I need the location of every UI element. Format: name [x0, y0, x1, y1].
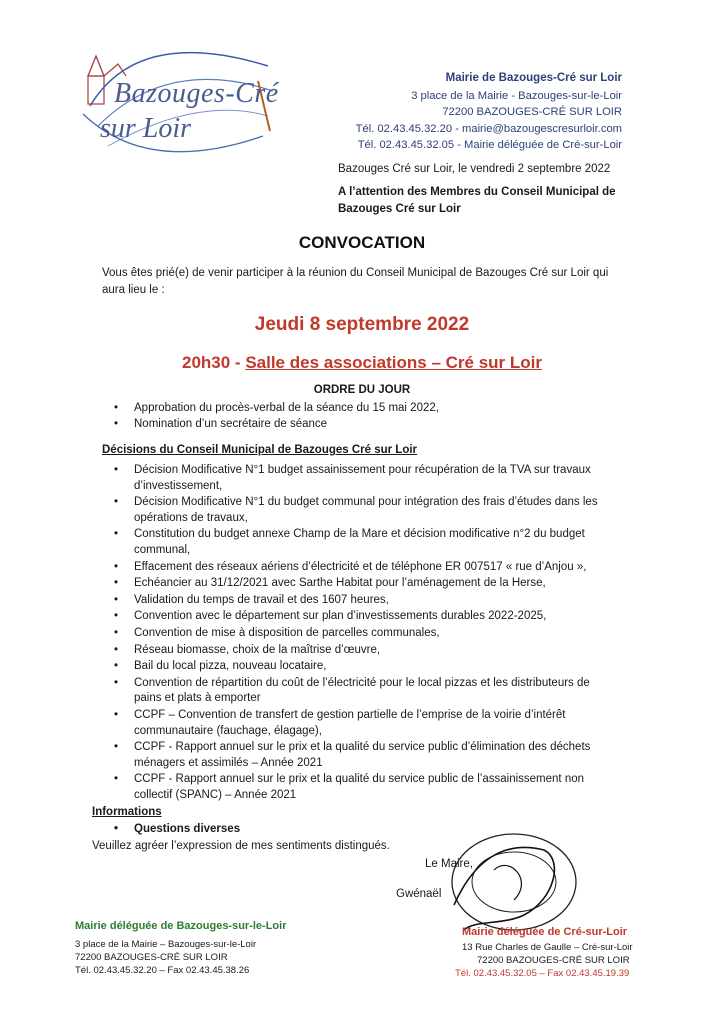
list-item: • CCPF – Convention de transfert de gestion partielle de l’emprise de la voirie d’intérêt communautaire (fauchage, élagage),: [114, 708, 566, 737]
list-item: • Nomination d’un secrétaire de séance: [114, 417, 594, 433]
agenda-title: ORDRE DU JOUR: [313, 384, 411, 396]
footer-left-postcode: 72200 BAZOUGES-CRÉ SUR LOIR: [75, 952, 228, 963]
list-item: • CCPF - Rapport annuel sur le prix et la qualité du service public de l’assainissement non collectif (SPANC) – Année 2021: [114, 773, 585, 801]
meeting-place: Salle des associations – Cré sur Loir: [245, 353, 542, 372]
footer-right-phone: Tél. 02.43.45.32.05 – Fax 02.43.45.19.39: [455, 968, 630, 979]
bullet-icon: •: [114, 593, 119, 606]
bullet-icon: •: [114, 708, 119, 721]
footer-right-title: Mairie déléguée de Cré-sur-Loir: [462, 926, 628, 938]
list-item: • Approbation du procès-verbal de la séance du 15 mai 2022,: [114, 401, 594, 417]
bullet-icon: •: [114, 577, 119, 590]
footer-left-address: 3 place de la Mairie – Bazouges-sur-le-Loir: [75, 939, 257, 950]
footer-left-title: Mairie déléguée de Bazouges-sur-le-Loir: [75, 920, 287, 932]
closing-formula: Veuillez agréer l’expression de mes sentiments distingués.: [92, 840, 390, 852]
bullet-icon: •: [114, 417, 119, 430]
list-item: • Constitution du budget annexe Champ de la Mare et décision modificative n°2 du budget communal,: [114, 528, 585, 556]
list-item: • Effacement des réseaux aériens d’électricité et de téléphone ER 007517 « rue d’Anjou »,: [114, 560, 614, 576]
bullet-icon: •: [114, 528, 119, 541]
list-item: • Décision Modificative N°1 du budget communal pour intégration des frais d’études dans les opérations de travaux,: [114, 496, 598, 524]
list-item: • Décision Modificative N°1 budget assainissement pour récupération de la TVA sur travaux d’investissement,: [114, 464, 591, 492]
list-item: • Convention de mise à disposition de parcelles communales,: [114, 626, 614, 642]
bullet-icon: •: [114, 610, 119, 623]
meeting-time-place: [0, 353, 724, 373]
letter-date: Bazouges Cré sur Loir, le vendredi 2 septembre 2022: [338, 163, 611, 175]
mayor-label: Le Maire,: [425, 858, 473, 870]
bullet-icon: •: [114, 402, 119, 414]
header-postcode: 72200 BAZOUGES-CRÉ SUR LOIR: [442, 106, 622, 118]
meeting-time: 20h30 -: [182, 353, 246, 372]
decisions-list: [114, 463, 614, 804]
list-item: • Convention de répartition du coût de l’électricité pour le local pizzas et les distributeurs de pains et plats à emporter: [114, 676, 590, 705]
footer-right-postcode: 72200 BAZOUGES-CRÉ SUR LOIR: [477, 955, 630, 966]
informations-item: • Questions diverses: [114, 823, 241, 835]
decisions-title: Décisions du Conseil Municipal de Bazouges Cré sur Loir: [102, 444, 418, 456]
document-title: CONVOCATION: [298, 233, 426, 252]
bullet-icon: •: [114, 464, 119, 476]
list-item: • Validation du temps de travail et des 1607 heures,: [114, 593, 614, 609]
logo-text-line1: Bazouges-Cré: [114, 78, 279, 109]
bullet-icon: •: [114, 823, 119, 835]
header-address: 3 place de la Mairie - Bazouges-sur-le-Loir: [411, 90, 622, 102]
informations-title: Informations: [92, 806, 162, 818]
bullet-icon: •: [114, 773, 119, 786]
list-item: • Convention avec le département sur plan d’investissements durables 2022-2025,: [114, 609, 614, 625]
footer-left-phone: Tél. 02.43.45.32.20 – Fax 02.43.45.38.26: [75, 965, 250, 976]
header-contact: Tél. 02.43.45.32.20 - mairie@bazougescresurloir.com: [355, 123, 622, 135]
footer-right-address: 13 Rue Charles de Gaulle – Cré-sur-Loir: [462, 942, 633, 953]
list-item: • Réseau biomasse, choix de la maîtrise d’œuvre,: [114, 643, 614, 659]
bullet-icon: •: [114, 560, 119, 573]
bullet-icon: •: [114, 676, 119, 689]
signer-name: Gwénaël: [396, 888, 442, 900]
bullet-icon: •: [114, 643, 119, 656]
list-item: • CCPF - Rapport annuel sur le prix et la qualité du service public d’élimination des déchets ménagers et assimilés – Année 2021: [114, 741, 591, 769]
meeting-date: Jeudi 8 septembre 2022: [254, 314, 470, 335]
attention-line: A l’attention des Membres du Conseil Municipal de Bazouges Cré sur Loir: [338, 186, 616, 215]
header-contact-delegated: Tél. 02.43.45.32.05 - Mairie déléguée de Cré-sur-Loir: [357, 139, 622, 151]
agenda-list: [114, 401, 594, 432]
official-stamp: [434, 820, 584, 940]
bullet-icon: •: [114, 496, 119, 509]
logo-text-line2: sur Loir: [100, 113, 192, 144]
bullet-icon: •: [114, 626, 119, 639]
bullet-icon: •: [114, 741, 119, 754]
intro-paragraph: Vous êtes prié(e) de venir participer à la réunion du Conseil Municipal de Bazouges Cré sur Loir qui aura lieu le :: [102, 267, 609, 296]
bullet-icon: •: [114, 660, 119, 673]
header-mairie-name: Mairie de Bazouges-Cré sur Loir: [445, 72, 622, 84]
list-item: • Echéancier au 31/12/2021 avec Sarthe Habitat pour l’aménagement de la Herse,: [114, 576, 614, 592]
list-item: • Bail du local pizza, nouveau locataire,: [114, 659, 614, 675]
